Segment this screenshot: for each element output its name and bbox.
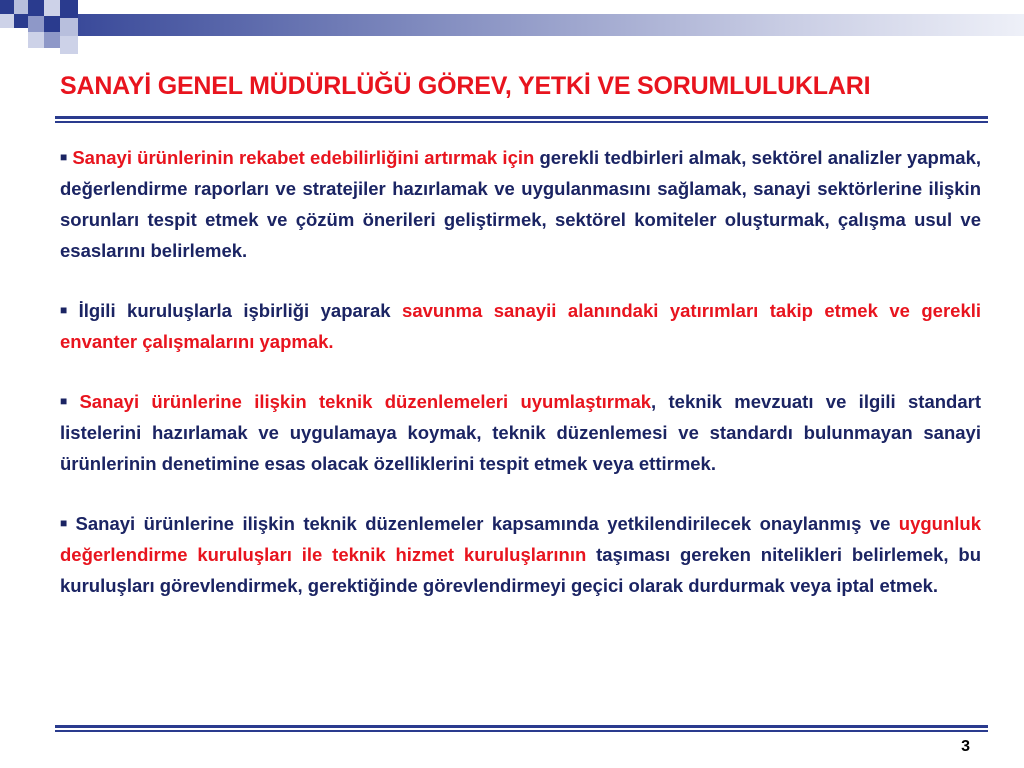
bullet-list xyxy=(60,142,981,630)
bullet-item xyxy=(60,295,981,357)
bullet-item xyxy=(60,386,981,479)
bullet-item xyxy=(60,508,981,601)
bullet-square-icon: ■ xyxy=(60,516,71,530)
deco-square xyxy=(44,32,60,48)
deco-square xyxy=(28,32,44,48)
deco-square xyxy=(60,36,78,54)
header-gradient-band xyxy=(78,14,1024,36)
deco-square xyxy=(44,0,60,16)
divider-line xyxy=(55,725,988,728)
footer-divider xyxy=(55,725,988,733)
deco-square xyxy=(14,14,28,28)
deco-square xyxy=(14,0,28,14)
deco-square xyxy=(0,14,14,28)
body-text: taşıması gereken nitelikleri belirlemek, bu kuruluşları görevlendirmek, gerektiğinde görevlendirmeyi geçici olarak durdurmak veya iptal etmek. xyxy=(60,544,981,596)
body-text: gerekli tedbirleri almak, sektörel analizler yapmak, değerlendirme raporları ve stratejiler hazırlamak ve uygulanmasını sağlamak, sanayi sektörlerine ilişkin sorunları tespit etmek ve çözüm önerileri geliştirmek, sektörel komiteler oluşturmak, çalışma usul ve esaslarını belirlemek. xyxy=(60,147,981,261)
divider-line xyxy=(55,730,988,732)
highlight-text: uygunluk değerlendirme kuruluşları ile teknik hizmet kuruluşlarının xyxy=(60,513,982,565)
title-divider xyxy=(55,116,988,124)
deco-square xyxy=(60,0,78,18)
bullet-item xyxy=(60,142,981,266)
bullet-square-icon: ■ xyxy=(60,394,75,408)
highlight-text: savunma sanayii alanındaki yatırımları takip etmek ve gerekli envanter çalışmalarını yapmak. xyxy=(60,300,982,352)
header-decoration xyxy=(0,0,1024,60)
deco-square xyxy=(0,0,14,14)
deco-square xyxy=(44,16,60,32)
highlight-text: Sanayi ürünlerine ilişkin teknik düzenlemeleri uyumlaştırmak xyxy=(79,391,652,412)
highlight-text: Sanayi ürünlerinin rekabet edebilirliğini artırmak için xyxy=(72,147,535,168)
deco-square xyxy=(60,18,78,36)
bullet-square-icon: ■ xyxy=(60,303,74,317)
body-text: İlgili kuruluşlarla işbirliği yaparak xyxy=(78,300,403,321)
page-number: 3 xyxy=(961,738,970,755)
body-text: , teknik mevzuatı ve ilgili standart listelerini hazırlamak ve uygulamaya koymak, teknik düzenlemesi ve standardı bulunmayan sanayi ürünlerinin denetimine esas olacak özelliklerini tespit etmek veya ettirmek. xyxy=(60,391,981,474)
deco-square xyxy=(28,16,44,32)
bullet-square-icon: ■ xyxy=(60,150,68,164)
slide-title: SANAYİ GENEL MÜDÜRLÜĞÜ GÖREV, YETKİ VE SORUMLULUKLARI xyxy=(60,72,871,100)
deco-square xyxy=(28,0,44,16)
divider-line xyxy=(55,121,988,123)
divider-line xyxy=(55,116,988,119)
body-text: Sanayi ürünlerine ilişkin teknik düzenlemeler kapsamında yetkilendirilecek onaylanmış ve xyxy=(75,513,899,534)
